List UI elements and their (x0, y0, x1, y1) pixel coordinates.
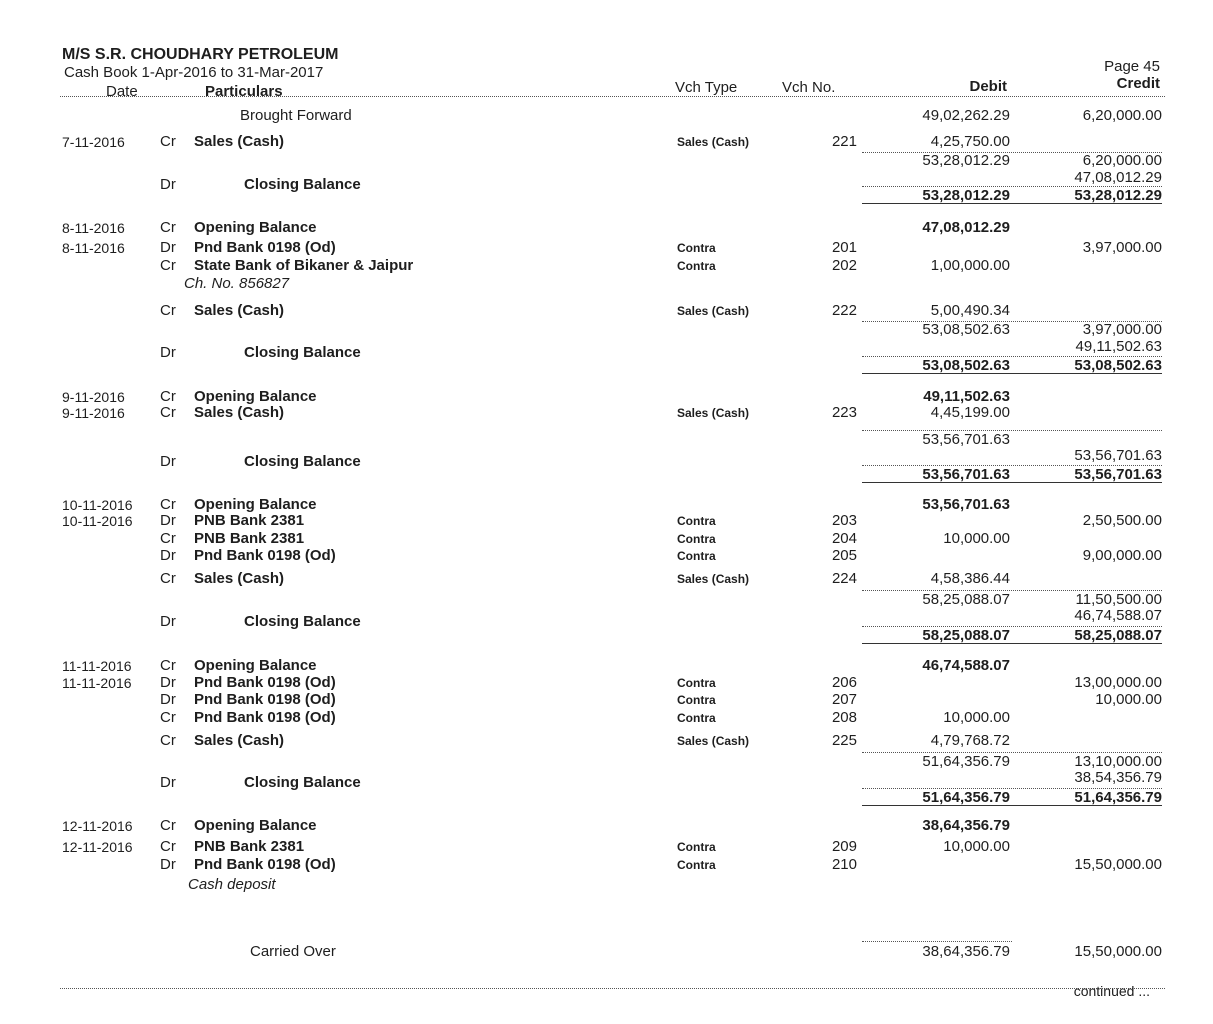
row-date: 11-11-2016 (62, 675, 132, 691)
row-vch-type: Contra (677, 711, 716, 725)
row-debit: 46,74,588.07 (922, 657, 1010, 674)
row-credit: 58,25,088.07 (1074, 627, 1162, 644)
total-rule (862, 941, 1012, 942)
row-vch-no: 223 (831, 404, 857, 421)
row-drcr: Dr (160, 344, 176, 361)
row-debit: 58,25,088.07 (922, 591, 1010, 608)
row-debit: 10,000.00 (943, 838, 1010, 855)
col-date-header: Date (106, 83, 138, 100)
row-debit: 53,08,502.63 (922, 357, 1010, 374)
row-debit: 4,45,199.00 (930, 404, 1010, 421)
row-vch-no: 201 (831, 239, 857, 256)
row-particulars: Opening Balance (194, 388, 317, 405)
row-vch-no: 203 (831, 512, 857, 529)
row-vch-no: 202 (831, 257, 857, 274)
row-drcr: Dr (160, 176, 176, 193)
row-vch-type: Contra (677, 514, 716, 528)
row-particulars: Pnd Bank 0198 (Od) (194, 547, 336, 564)
col-vch-type-header: Vch Type (675, 79, 738, 96)
row-drcr: Cr (160, 530, 176, 547)
row-vch-no: 210 (831, 856, 857, 873)
row-vch-type: Sales (Cash) (677, 734, 750, 748)
row-debit: 58,25,088.07 (922, 627, 1010, 644)
row-particulars: Closing Balance (244, 453, 361, 470)
row-debit: 38,64,356.79 (922, 817, 1010, 834)
row-debit: 51,64,356.79 (922, 753, 1010, 770)
row-credit: 15,50,000.00 (1074, 856, 1162, 873)
total-rule (862, 752, 1162, 753)
row-drcr: Cr (160, 817, 176, 834)
row-particulars: Opening Balance (194, 657, 317, 674)
total-rule (862, 373, 1162, 374)
row-vch-no: 205 (831, 547, 857, 564)
row-debit: 53,08,502.63 (922, 321, 1010, 338)
row-vch-no: 224 (831, 570, 857, 587)
row-debit: 51,64,356.79 (922, 789, 1010, 806)
row-vch-type: Contra (677, 840, 716, 854)
row-particulars: Pnd Bank 0198 (Od) (194, 674, 336, 691)
row-vch-no: 225 (831, 732, 857, 749)
row-credit: 15,50,000.00 (1074, 943, 1162, 960)
row-drcr: Cr (160, 257, 176, 274)
row-debit: 53,28,012.29 (922, 187, 1010, 204)
row-particulars: Opening Balance (194, 219, 317, 236)
header-rule (60, 96, 1165, 97)
row-vch-type: Contra (677, 858, 716, 872)
row-credit: 53,56,701.63 (1074, 447, 1162, 464)
row-date: 7-11-2016 (62, 134, 125, 150)
row-credit: 3,97,000.00 (1082, 321, 1162, 338)
total-rule (862, 788, 1162, 789)
row-credit: 3,97,000.00 (1082, 239, 1162, 256)
row-debit: 49,02,262.29 (922, 107, 1010, 124)
row-particulars: Ch. No. 856827 (184, 275, 290, 292)
total-rule (862, 430, 1162, 431)
row-drcr: Dr (160, 613, 176, 630)
row-drcr: Cr (160, 219, 176, 236)
row-particulars: Sales (Cash) (194, 133, 285, 150)
row-particulars: Opening Balance (194, 496, 317, 513)
row-credit: 13,10,000.00 (1074, 753, 1162, 770)
total-rule (862, 643, 1162, 644)
row-date: 12-11-2016 (62, 839, 133, 855)
continued-note: continued ... (1073, 983, 1150, 999)
row-particulars: State Bank of Bikaner & Jaipur (194, 257, 414, 274)
col-debit-header: Debit (969, 78, 1007, 95)
row-date: 9-11-2016 (62, 405, 125, 421)
row-particulars: Closing Balance (244, 774, 361, 791)
row-debit: 38,64,356.79 (922, 943, 1010, 960)
total-rule (862, 626, 1162, 627)
row-drcr: Cr (160, 709, 176, 726)
row-particulars: Cash deposit (188, 876, 276, 893)
row-vch-type: Sales (Cash) (677, 304, 750, 318)
row-vch-no: 209 (831, 838, 857, 855)
row-credit: 6,20,000.00 (1082, 107, 1162, 124)
row-credit: 13,00,000.00 (1074, 674, 1162, 691)
total-rule (862, 203, 1162, 204)
row-credit: 11,50,500.00 (1075, 591, 1162, 608)
row-credit: 46,74,588.07 (1074, 607, 1162, 624)
row-particulars: Sales (Cash) (194, 404, 285, 421)
row-credit: 2,50,500.00 (1082, 512, 1162, 529)
row-drcr: Dr (160, 674, 176, 691)
row-debit: 1,00,000.00 (930, 257, 1010, 274)
row-drcr: Dr (160, 239, 176, 256)
row-particulars: Opening Balance (194, 817, 317, 834)
row-vch-type: Sales (Cash) (677, 572, 750, 586)
company-name: M/S S.R. CHOUDHARY PETROLEUM (62, 46, 339, 63)
row-date: 10-11-2016 (62, 497, 133, 513)
row-drcr: Cr (160, 133, 176, 150)
row-debit: 53,28,012.29 (922, 152, 1010, 169)
row-debit: 10,000.00 (943, 530, 1010, 547)
row-drcr: Cr (160, 570, 176, 587)
page-number: Page 45 (1104, 58, 1160, 75)
row-drcr: Cr (160, 657, 176, 674)
row-vch-no: 222 (831, 302, 857, 319)
total-rule (862, 321, 1162, 322)
row-particulars: Closing Balance (244, 613, 361, 630)
row-particulars: PNB Bank 2381 (194, 530, 305, 547)
row-drcr: Dr (160, 691, 176, 708)
row-credit: 49,11,502.63 (1075, 338, 1162, 355)
row-drcr: Cr (160, 732, 176, 749)
row-particulars: Pnd Bank 0198 (Od) (194, 709, 336, 726)
row-credit: 53,28,012.29 (1074, 187, 1162, 204)
row-vch-type: Sales (Cash) (677, 135, 750, 149)
row-drcr: Cr (160, 302, 176, 319)
row-debit: 53,56,701.63 (922, 466, 1010, 483)
row-credit: 47,08,012.29 (1074, 169, 1162, 186)
row-debit: 53,56,701.63 (922, 431, 1010, 448)
row-debit: 4,25,750.00 (930, 133, 1010, 150)
row-date: 8-11-2016 (62, 240, 125, 256)
row-date: 11-11-2016 (62, 658, 132, 674)
total-rule (862, 186, 1162, 187)
book-period: Cash Book 1-Apr-2016 to 31-Mar-2017 (64, 64, 324, 81)
row-particulars: Sales (Cash) (194, 570, 285, 587)
row-vch-type: Contra (677, 676, 716, 690)
row-debit: 10,000.00 (943, 709, 1010, 726)
row-drcr: Cr (160, 404, 176, 421)
row-vch-type: Sales (Cash) (677, 406, 750, 420)
col-particulars-header: Particulars (205, 83, 283, 100)
row-particulars: PNB Bank 2381 (194, 512, 305, 529)
row-vch-type: Contra (677, 532, 716, 546)
total-rule (862, 152, 1162, 153)
row-credit: 53,56,701.63 (1074, 466, 1162, 483)
total-rule (862, 482, 1162, 483)
row-debit: 47,08,012.29 (922, 219, 1010, 236)
row-particulars: Sales (Cash) (194, 302, 285, 319)
row-date: 8-11-2016 (62, 220, 125, 236)
row-drcr: Dr (160, 774, 176, 791)
row-drcr: Dr (160, 453, 176, 470)
row-debit: 5,00,490.34 (930, 302, 1010, 319)
row-date: 10-11-2016 (62, 513, 133, 529)
row-drcr: Dr (160, 512, 176, 529)
row-vch-no: 221 (831, 133, 857, 150)
row-particulars: Brought Forward (240, 107, 352, 124)
row-debit: 4,58,386.44 (930, 570, 1010, 587)
row-vch-no: 204 (831, 530, 857, 547)
row-vch-no: 207 (831, 691, 857, 708)
total-rule (862, 356, 1162, 357)
col-vch-no-header: Vch No. (782, 79, 836, 96)
total-rule (862, 465, 1162, 466)
row-vch-no: 206 (831, 674, 857, 691)
row-credit: 51,64,356.79 (1074, 789, 1162, 806)
row-particulars: Pnd Bank 0198 (Od) (194, 239, 336, 256)
row-credit: 10,000.00 (1095, 691, 1162, 708)
row-date: 12-11-2016 (62, 818, 133, 834)
row-particulars: Sales (Cash) (194, 732, 285, 749)
row-drcr: Dr (160, 856, 176, 873)
row-credit: 6,20,000.00 (1082, 152, 1162, 169)
row-particulars: Pnd Bank 0198 (Od) (194, 691, 336, 708)
row-drcr: Cr (160, 388, 176, 405)
row-debit: 4,79,768.72 (930, 732, 1010, 749)
row-particulars: Pnd Bank 0198 (Od) (194, 856, 336, 873)
row-vch-type: Contra (677, 693, 716, 707)
row-vch-type: Contra (677, 549, 716, 563)
row-particulars: Closing Balance (244, 176, 361, 193)
row-particulars: Closing Balance (244, 344, 361, 361)
row-credit: 9,00,000.00 (1082, 547, 1162, 564)
row-vch-type: Contra (677, 259, 716, 273)
row-particulars: PNB Bank 2381 (194, 838, 305, 855)
row-credit: 38,54,356.79 (1074, 769, 1162, 786)
row-vch-no: 208 (831, 709, 857, 726)
row-drcr: Dr (160, 547, 176, 564)
total-rule (862, 805, 1162, 806)
row-vch-type: Contra (677, 241, 716, 255)
col-credit-header: Credit (1116, 75, 1160, 92)
row-date: 9-11-2016 (62, 389, 125, 405)
row-debit: 53,56,701.63 (922, 496, 1010, 513)
row-debit: 49,11,502.63 (923, 388, 1010, 405)
row-drcr: Cr (160, 496, 176, 513)
row-credit: 53,08,502.63 (1074, 357, 1162, 374)
row-particulars: Carried Over (250, 943, 336, 960)
row-drcr: Cr (160, 838, 176, 855)
total-rule (862, 590, 1162, 591)
